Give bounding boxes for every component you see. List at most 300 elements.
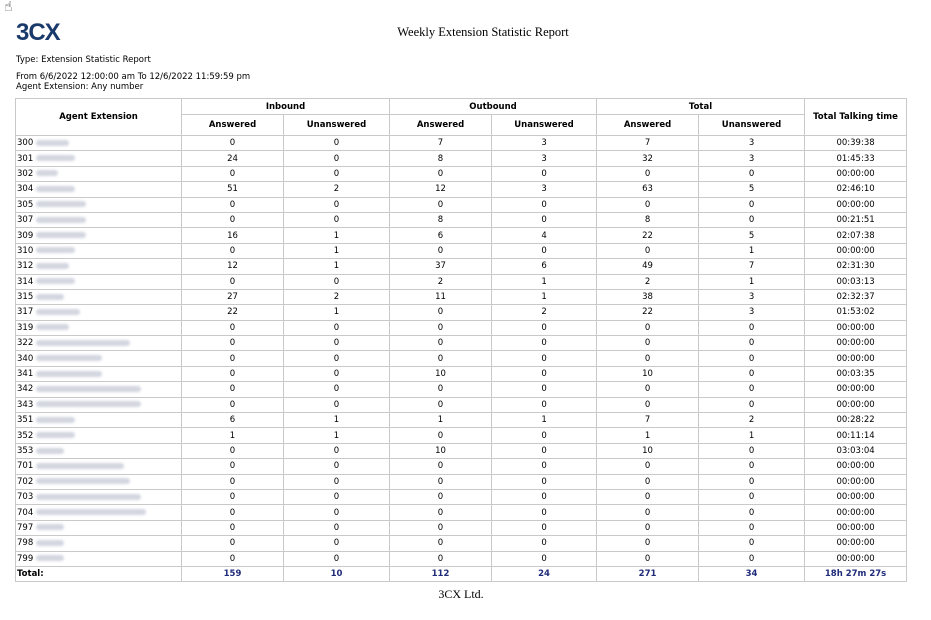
inbound-answered-cell: 0	[182, 212, 284, 227]
table-row	[16, 259, 907, 274]
totals-outbound-answered: 112	[390, 566, 492, 581]
total-answered-cell: 0	[597, 520, 699, 535]
inbound-answered-cell: 0	[182, 274, 284, 289]
extension-number: 797	[17, 522, 34, 533]
total-answered-cell: 8	[597, 212, 699, 227]
total-answered-cell: 0	[597, 197, 699, 212]
header-outbound-unanswered: Unanswered	[492, 115, 597, 136]
inbound-answered-cell: 12	[182, 259, 284, 274]
report-type: Type: Extension Statistic Report	[16, 55, 151, 65]
outbound-unanswered-cell: 3	[492, 151, 597, 166]
table-row	[16, 305, 907, 320]
talking-time-cell: 00:00:00	[805, 166, 907, 181]
agent-extension-cell	[16, 274, 182, 289]
inbound-unanswered-cell: 0	[284, 474, 390, 489]
inbound-answered-cell: 24	[182, 151, 284, 166]
outbound-unanswered-cell: 0	[492, 551, 597, 566]
hand-cursor-icon: ☝	[4, 0, 13, 15]
outbound-answered-cell: 0	[390, 551, 492, 566]
agent-extension-cell	[16, 228, 182, 243]
inbound-answered-cell: 27	[182, 289, 284, 304]
outbound-answered-cell: 0	[390, 382, 492, 397]
outbound-unanswered-cell: 0	[492, 397, 597, 412]
header-inbound: Inbound	[182, 99, 390, 115]
table-row	[16, 228, 907, 243]
talking-time-cell: 00:00:00	[805, 536, 907, 551]
table-row	[16, 320, 907, 335]
totals-outbound-unanswered: 24	[492, 566, 597, 581]
outbound-unanswered-cell: 0	[492, 212, 597, 227]
inbound-answered-cell: 0	[182, 166, 284, 181]
extension-number: 309	[17, 230, 34, 241]
redacted-name	[36, 155, 75, 161]
redacted-name	[36, 294, 64, 300]
inbound-unanswered-cell: 0	[284, 397, 390, 412]
extension-number: 701	[17, 461, 34, 472]
outbound-unanswered-cell: 0	[492, 382, 597, 397]
talking-time-cell: 01:45:33	[805, 151, 907, 166]
extension-number: 798	[17, 538, 34, 549]
extension-number: 342	[17, 384, 34, 395]
outbound-answered-cell: 10	[390, 443, 492, 458]
outbound-answered-cell: 1	[390, 413, 492, 428]
total-answered-cell: 0	[597, 351, 699, 366]
outbound-unanswered-cell: 0	[492, 474, 597, 489]
totals-inbound-answered: 159	[182, 566, 284, 581]
inbound-answered-cell: 51	[182, 182, 284, 197]
talking-time-cell: 02:07:38	[805, 228, 907, 243]
extension-number: 312	[17, 261, 34, 272]
totals-label: Total:	[16, 566, 182, 581]
outbound-answered-cell: 0	[390, 166, 492, 181]
total-answered-cell: 0	[597, 459, 699, 474]
header-outbound-answered: Answered	[390, 115, 492, 136]
agent-extension-cell	[16, 166, 182, 181]
redacted-name	[36, 263, 69, 269]
agent-extension-cell	[16, 151, 182, 166]
total-answered-cell: 0	[597, 166, 699, 181]
agent-extension-cell	[16, 366, 182, 381]
inbound-unanswered-cell: 0	[284, 136, 390, 151]
agent-extension-cell	[16, 182, 182, 197]
totals-row	[16, 566, 907, 581]
total-answered-cell: 0	[597, 474, 699, 489]
total-answered-cell: 22	[597, 305, 699, 320]
inbound-unanswered-cell: 0	[284, 489, 390, 504]
table-row	[16, 474, 907, 489]
extension-number: 317	[17, 307, 34, 318]
total-unanswered-cell: 0	[699, 366, 805, 381]
outbound-unanswered-cell: 3	[492, 182, 597, 197]
inbound-unanswered-cell: 0	[284, 151, 390, 166]
outbound-unanswered-cell: 0	[492, 520, 597, 535]
table-row	[16, 151, 907, 166]
totals-inbound-unanswered: 10	[284, 566, 390, 581]
outbound-answered-cell: 0	[390, 351, 492, 366]
inbound-answered-cell: 1	[182, 428, 284, 443]
extension-number: 799	[17, 553, 34, 564]
inbound-unanswered-cell: 0	[284, 459, 390, 474]
redacted-name	[36, 232, 86, 238]
redacted-name	[36, 324, 69, 330]
outbound-unanswered-cell: 0	[492, 536, 597, 551]
extension-number: 340	[17, 353, 34, 364]
talking-time-cell: 00:00:00	[805, 336, 907, 351]
talking-time-cell: 00:00:00	[805, 320, 907, 335]
inbound-unanswered-cell: 0	[284, 505, 390, 520]
total-answered-cell: 0	[597, 243, 699, 258]
total-unanswered-cell: 0	[699, 551, 805, 566]
redacted-name	[36, 509, 146, 515]
footer-company: 3CX Ltd.	[438, 587, 484, 601]
table-row	[16, 489, 907, 504]
inbound-answered-cell: 0	[182, 551, 284, 566]
total-unanswered-cell: 0	[699, 382, 805, 397]
total-unanswered-cell: 3	[699, 136, 805, 151]
redacted-name	[36, 524, 64, 530]
talking-time-cell: 02:31:30	[805, 259, 907, 274]
inbound-unanswered-cell: 0	[284, 366, 390, 381]
agent-extension-cell	[16, 428, 182, 443]
outbound-unanswered-cell: 0	[492, 166, 597, 181]
total-unanswered-cell: 1	[699, 428, 805, 443]
talking-time-cell: 00:00:00	[805, 397, 907, 412]
extension-number: 300	[17, 138, 34, 149]
talking-time-cell: 00:21:51	[805, 212, 907, 227]
agent-extension-cell	[16, 243, 182, 258]
outbound-answered-cell: 0	[390, 459, 492, 474]
outbound-answered-cell: 0	[390, 536, 492, 551]
agent-extension-cell	[16, 382, 182, 397]
outbound-answered-cell: 0	[390, 397, 492, 412]
total-unanswered-cell: 3	[699, 305, 805, 320]
talking-time-cell: 00:00:00	[805, 197, 907, 212]
inbound-unanswered-cell: 0	[284, 351, 390, 366]
inbound-unanswered-cell: 1	[284, 428, 390, 443]
table-row	[16, 197, 907, 212]
outbound-answered-cell: 0	[390, 520, 492, 535]
outbound-unanswered-cell: 0	[492, 505, 597, 520]
agent-extension-cell	[16, 351, 182, 366]
inbound-unanswered-cell: 0	[284, 382, 390, 397]
outbound-unanswered-cell: 0	[492, 243, 597, 258]
inbound-answered-cell: 0	[182, 520, 284, 535]
agent-extension-cell	[16, 520, 182, 535]
inbound-unanswered-cell: 0	[284, 536, 390, 551]
inbound-answered-cell: 16	[182, 228, 284, 243]
total-unanswered-cell: 0	[699, 397, 805, 412]
total-unanswered-cell: 0	[699, 520, 805, 535]
inbound-answered-cell: 0	[182, 320, 284, 335]
total-unanswered-cell: 0	[699, 166, 805, 181]
agent-extension-cell	[16, 305, 182, 320]
agent-extension-cell	[16, 197, 182, 212]
inbound-answered-cell: 0	[182, 536, 284, 551]
header-outbound: Outbound	[390, 99, 597, 115]
outbound-answered-cell: 0	[390, 489, 492, 504]
inbound-unanswered-cell: 0	[284, 320, 390, 335]
agent-extension-cell	[16, 413, 182, 428]
total-unanswered-cell: 3	[699, 289, 805, 304]
inbound-unanswered-cell: 2	[284, 289, 390, 304]
talking-time-cell: 00:00:00	[805, 459, 907, 474]
total-answered-cell: 1	[597, 428, 699, 443]
inbound-unanswered-cell: 0	[284, 336, 390, 351]
outbound-answered-cell: 0	[390, 197, 492, 212]
outbound-unanswered-cell: 0	[492, 428, 597, 443]
total-unanswered-cell: 0	[699, 474, 805, 489]
inbound-unanswered-cell: 0	[284, 274, 390, 289]
table-row	[16, 397, 907, 412]
outbound-unanswered-cell: 6	[492, 259, 597, 274]
agent-extension-cell	[16, 320, 182, 335]
redacted-name	[36, 494, 141, 500]
inbound-answered-cell: 0	[182, 443, 284, 458]
extension-number: 352	[17, 430, 34, 441]
company-logo: 3CX	[16, 19, 60, 46]
total-unanswered-cell: 1	[699, 274, 805, 289]
agent-extension-cell	[16, 136, 182, 151]
redacted-name	[36, 417, 75, 423]
totals-talking-time: 18h 27m 27s	[805, 566, 907, 581]
agent-extension-cell	[16, 212, 182, 227]
talking-time-cell: 00:11:14	[805, 428, 907, 443]
agent-extension-cell	[16, 259, 182, 274]
inbound-answered-cell: 0	[182, 351, 284, 366]
total-unanswered-cell: 0	[699, 536, 805, 551]
talking-time-cell: 03:03:04	[805, 443, 907, 458]
extension-number: 310	[17, 245, 34, 256]
table-row	[16, 520, 907, 535]
extension-number: 703	[17, 492, 34, 503]
talking-time-cell: 00:00:00	[805, 382, 907, 397]
outbound-unanswered-cell: 4	[492, 228, 597, 243]
total-unanswered-cell: 0	[699, 320, 805, 335]
total-answered-cell: 0	[597, 397, 699, 412]
table-row	[16, 243, 907, 258]
total-unanswered-cell: 0	[699, 351, 805, 366]
outbound-answered-cell: 7	[390, 136, 492, 151]
inbound-unanswered-cell: 0	[284, 166, 390, 181]
talking-time-cell: 00:39:38	[805, 136, 907, 151]
table-row	[16, 536, 907, 551]
talking-time-cell: 02:32:37	[805, 289, 907, 304]
outbound-unanswered-cell: 0	[492, 443, 597, 458]
redacted-name	[36, 340, 130, 346]
extension-number: 343	[17, 399, 34, 410]
total-answered-cell: 22	[597, 228, 699, 243]
total-unanswered-cell: 1	[699, 243, 805, 258]
table-row	[16, 366, 907, 381]
total-unanswered-cell: 3	[699, 151, 805, 166]
outbound-unanswered-cell: 0	[492, 366, 597, 381]
inbound-answered-cell: 0	[182, 366, 284, 381]
table-row	[16, 336, 907, 351]
total-answered-cell: 38	[597, 289, 699, 304]
report-agent-extension-filter: Agent Extension: Any number	[16, 82, 144, 92]
inbound-answered-cell: 22	[182, 305, 284, 320]
inbound-unanswered-cell: 1	[284, 305, 390, 320]
redacted-name	[36, 309, 80, 315]
redacted-name	[36, 401, 141, 407]
total-answered-cell: 63	[597, 182, 699, 197]
talking-time-cell: 00:00:00	[805, 551, 907, 566]
talking-time-cell: 00:00:00	[805, 243, 907, 258]
table-row	[16, 413, 907, 428]
header-inbound-answered: Answered	[182, 115, 284, 136]
table-row	[16, 428, 907, 443]
extension-number: 702	[17, 476, 34, 487]
redacted-name	[36, 432, 75, 438]
total-unanswered-cell: 0	[699, 443, 805, 458]
extension-number: 319	[17, 322, 34, 333]
redacted-name	[36, 448, 64, 454]
total-answered-cell: 0	[597, 336, 699, 351]
outbound-answered-cell: 8	[390, 151, 492, 166]
outbound-answered-cell: 8	[390, 212, 492, 227]
extension-number: 322	[17, 338, 34, 349]
redacted-name	[36, 555, 64, 561]
outbound-answered-cell: 0	[390, 474, 492, 489]
agent-extension-cell	[16, 289, 182, 304]
talking-time-cell: 00:03:35	[805, 366, 907, 381]
talking-time-cell: 00:00:00	[805, 474, 907, 489]
totals-answered: 271	[597, 566, 699, 581]
table-row	[16, 182, 907, 197]
total-unanswered-cell: 7	[699, 259, 805, 274]
total-unanswered-cell: 0	[699, 197, 805, 212]
extension-statistics-table	[15, 98, 907, 582]
extension-number: 341	[17, 369, 34, 380]
outbound-unanswered-cell: 1	[492, 413, 597, 428]
outbound-unanswered-cell: 1	[492, 289, 597, 304]
inbound-answered-cell: 0	[182, 197, 284, 212]
redacted-name	[36, 386, 141, 392]
header-inbound-unanswered: Unanswered	[284, 115, 390, 136]
redacted-name	[36, 371, 102, 377]
agent-extension-cell	[16, 489, 182, 504]
inbound-answered-cell: 0	[182, 397, 284, 412]
inbound-unanswered-cell: 0	[284, 197, 390, 212]
outbound-unanswered-cell: 0	[492, 197, 597, 212]
talking-time-cell: 00:03:13	[805, 274, 907, 289]
talking-time-cell: 00:00:00	[805, 505, 907, 520]
redacted-name	[36, 201, 86, 207]
extension-number: 353	[17, 446, 34, 456]
header-total-answered: Answered	[597, 115, 699, 136]
outbound-unanswered-cell: 0	[492, 336, 597, 351]
table-row	[16, 351, 907, 366]
outbound-unanswered-cell: 0	[492, 320, 597, 335]
header-total-unanswered: Unanswered	[699, 115, 805, 136]
agent-extension-cell	[16, 336, 182, 351]
extension-number: 304	[17, 184, 34, 195]
outbound-answered-cell: 11	[390, 289, 492, 304]
total-answered-cell: 0	[597, 505, 699, 520]
redacted-name	[36, 463, 124, 469]
total-unanswered-cell: 0	[699, 459, 805, 474]
report-title: Weekly Extension Statistic Report	[397, 25, 569, 39]
table-row	[16, 289, 907, 304]
table-row	[16, 459, 907, 474]
table-row	[16, 551, 907, 566]
total-answered-cell: 0	[597, 536, 699, 551]
total-answered-cell: 32	[597, 151, 699, 166]
inbound-answered-cell: 0	[182, 489, 284, 504]
extension-number: 301	[17, 153, 34, 164]
total-unanswered-cell: 0	[699, 489, 805, 504]
total-unanswered-cell: 0	[699, 212, 805, 227]
extension-number: 314	[17, 276, 34, 287]
redacted-name	[36, 140, 69, 146]
total-answered-cell: 2	[597, 274, 699, 289]
inbound-unanswered-cell: 1	[284, 413, 390, 428]
inbound-answered-cell: 0	[182, 505, 284, 520]
header-total: Total	[597, 99, 805, 115]
table-row	[16, 443, 907, 458]
outbound-answered-cell: 0	[390, 320, 492, 335]
total-unanswered-cell: 0	[699, 505, 805, 520]
inbound-answered-cell: 6	[182, 413, 284, 428]
total-answered-cell: 0	[597, 320, 699, 335]
inbound-unanswered-cell: 0	[284, 443, 390, 458]
outbound-answered-cell: 2	[390, 274, 492, 289]
table-row	[16, 212, 907, 227]
outbound-answered-cell: 0	[390, 336, 492, 351]
table-row	[16, 505, 907, 520]
total-unanswered-cell: 0	[699, 336, 805, 351]
inbound-answered-cell: 0	[182, 459, 284, 474]
header-agent-extension: Agent Extension	[16, 99, 182, 136]
inbound-unanswered-cell: 2	[284, 182, 390, 197]
table-row	[16, 166, 907, 181]
agent-extension-cell	[16, 397, 182, 412]
outbound-unanswered-cell: 0	[492, 351, 597, 366]
outbound-answered-cell: 0	[390, 243, 492, 258]
agent-extension-cell	[16, 505, 182, 520]
redacted-name	[36, 217, 86, 223]
extension-number: 351	[17, 415, 34, 426]
total-answered-cell: 7	[597, 413, 699, 428]
talking-time-cell: 02:46:10	[805, 182, 907, 197]
agent-extension-cell	[16, 443, 182, 458]
table-row	[16, 274, 907, 289]
header-total-talking-time: Total Talking time	[805, 99, 907, 136]
inbound-unanswered-cell: 0	[284, 551, 390, 566]
total-answered-cell: 10	[597, 443, 699, 458]
inbound-unanswered-cell: 1	[284, 228, 390, 243]
report-date-range: From 6/6/2022 12:00:00 am To 12/6/2022 11:59:59 pm	[16, 72, 251, 82]
table-row	[16, 382, 907, 397]
talking-time-cell: 00:28:22	[805, 413, 907, 428]
outbound-unanswered-cell: 2	[492, 305, 597, 320]
talking-time-cell: 00:00:00	[805, 351, 907, 366]
outbound-unanswered-cell: 3	[492, 136, 597, 151]
redacted-name	[36, 478, 130, 484]
agent-extension-cell	[16, 474, 182, 489]
inbound-answered-cell: 0	[182, 243, 284, 258]
redacted-name	[36, 540, 64, 546]
outbound-unanswered-cell: 0	[492, 459, 597, 474]
outbound-answered-cell: 10	[390, 366, 492, 381]
outbound-answered-cell: 12	[390, 182, 492, 197]
redacted-name	[36, 247, 75, 253]
total-unanswered-cell: 2	[699, 413, 805, 428]
talking-time-cell: 01:53:02	[805, 305, 907, 320]
redacted-name	[36, 355, 102, 361]
extension-number: 307	[17, 215, 34, 226]
total-answered-cell: 7	[597, 136, 699, 151]
